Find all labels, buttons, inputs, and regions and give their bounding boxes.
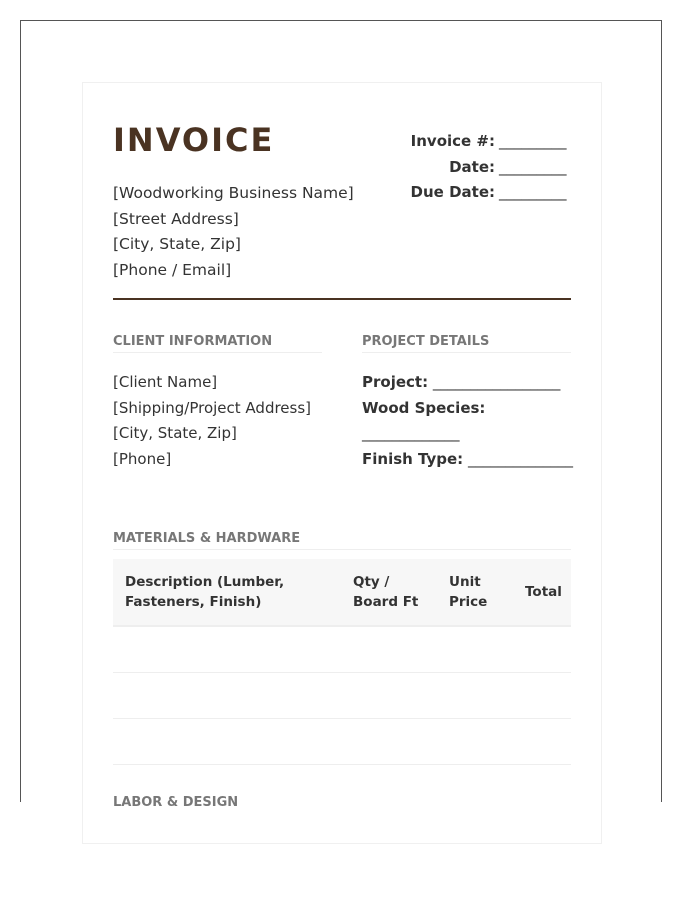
client-info [113, 370, 333, 473]
finish-type-row [362, 447, 577, 473]
table-row[interactable] [113, 719, 571, 765]
project-label: Project: [362, 373, 429, 391]
wood-species-field[interactable]: _____________ [362, 424, 460, 443]
invoice-date-label: Date: [449, 157, 495, 176]
finish-type-label: Finish Type: [362, 450, 464, 469]
column-header-total: Total [525, 584, 562, 600]
business-contact: [Phone / Email] [113, 261, 232, 280]
page-frame [20, 20, 662, 810]
column-header-unit-price: Unit Price [449, 574, 488, 610]
column-header-qty: Qty / Board Ft [353, 574, 419, 610]
invoice-number-label: Invoice #: [410, 132, 495, 150]
client-name[interactable]: [Client Name] [113, 373, 218, 391]
business-city: [City, State, Zip] [113, 235, 241, 254]
project-row [362, 370, 577, 396]
client-phone[interactable]: [Phone] [113, 450, 172, 469]
table-row[interactable] [113, 673, 571, 719]
invoice-sheet [82, 82, 602, 844]
due-date-row [331, 180, 571, 206]
materials-table-header [113, 559, 571, 627]
client-city[interactable]: [City, State, Zip] [113, 424, 237, 443]
invoice-date-field[interactable]: _________ [499, 157, 567, 176]
wood-species-label: Wood Species: [362, 398, 486, 417]
project-details-heading: PROJECT DETAILS [362, 334, 571, 353]
labor-heading: LABOR & DESIGN [113, 795, 239, 810]
column-header-description: Description (Lumber, Fasteners, Finish) [125, 574, 285, 610]
wood-species-row [362, 396, 577, 422]
invoice-date-row [331, 155, 571, 181]
finish-type-field[interactable]: ______________ [467, 450, 573, 469]
invoice-meta [331, 129, 571, 206]
business-name: [Woodworking Business Name] [113, 184, 354, 202]
project-details [362, 370, 577, 473]
client-address[interactable]: [Shipping/Project Address] [113, 398, 312, 417]
materials-heading: MATERIALS & HARDWARE [113, 531, 571, 550]
client-info-heading: CLIENT INFORMATION [113, 334, 322, 353]
materials-table [113, 559, 571, 765]
due-date-label: Due Date: [410, 183, 495, 202]
invoice-title: INVOICE [113, 121, 275, 159]
invoice-number-row [331, 129, 571, 155]
business-street: [Street Address] [113, 209, 239, 228]
table-row[interactable] [113, 627, 571, 673]
header-divider [113, 298, 571, 300]
invoice-number-field[interactable]: _________ [499, 132, 567, 150]
project-field[interactable]: _________________ [432, 373, 561, 391]
due-date-field[interactable]: _________ [499, 183, 567, 202]
